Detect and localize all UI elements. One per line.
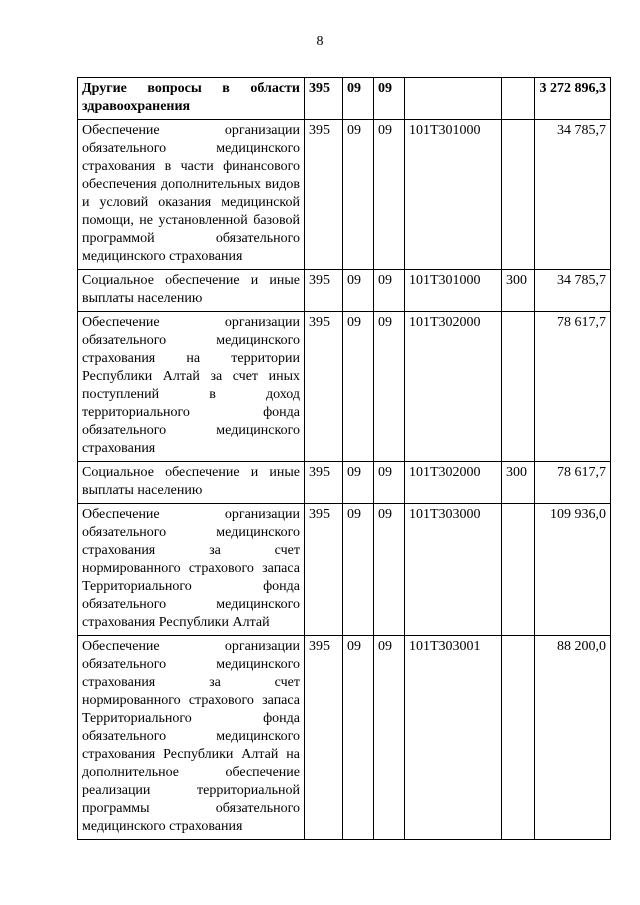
amount-cell: 109 936,0 bbox=[535, 504, 611, 636]
expense-type-cell bbox=[502, 78, 535, 120]
table-row bbox=[78, 270, 611, 312]
amount-cell: 78 617,7 bbox=[535, 462, 611, 504]
ministry-code-cell: 395 bbox=[305, 504, 343, 636]
row-name-cell: Социальное обеспечение и иные выплаты населению bbox=[78, 270, 305, 312]
expense-type-cell bbox=[502, 504, 535, 636]
amount-cell: 3 272 896,3 bbox=[535, 78, 611, 120]
section-code-cell: 09 bbox=[343, 462, 374, 504]
section-code-cell: 09 bbox=[343, 120, 374, 270]
section-code-cell: 09 bbox=[343, 78, 374, 120]
expense-type-cell bbox=[502, 120, 535, 270]
subsection-code-cell: 09 bbox=[374, 270, 405, 312]
section-code-cell: 09 bbox=[343, 636, 374, 840]
target-article-cell: 101Т303000 bbox=[405, 504, 502, 636]
amount-cell: 34 785,7 bbox=[535, 270, 611, 312]
table-row bbox=[78, 636, 611, 840]
row-name-cell: Другие вопросы в области здравоохранения bbox=[78, 78, 305, 120]
ministry-code-cell: 395 bbox=[305, 312, 343, 462]
target-article-cell: 101Т301000 bbox=[405, 120, 502, 270]
table-row bbox=[78, 78, 611, 120]
ministry-code-cell: 395 bbox=[305, 78, 343, 120]
subsection-code-cell: 09 bbox=[374, 462, 405, 504]
expense-type-cell bbox=[502, 312, 535, 462]
ministry-code-cell: 395 bbox=[305, 636, 343, 840]
row-name-cell: Социальное обеспечение и иные выплаты населению bbox=[78, 462, 305, 504]
table-row bbox=[78, 462, 611, 504]
section-code-cell: 09 bbox=[343, 504, 374, 636]
budget-table bbox=[77, 77, 611, 840]
amount-cell: 34 785,7 bbox=[535, 120, 611, 270]
ministry-code-cell: 395 bbox=[305, 270, 343, 312]
target-article-cell: 101Т303001 bbox=[405, 636, 502, 840]
ministry-code-cell: 395 bbox=[305, 120, 343, 270]
expense-type-cell: 300 bbox=[502, 270, 535, 312]
target-article-cell: 101Т302000 bbox=[405, 312, 502, 462]
subsection-code-cell: 09 bbox=[374, 312, 405, 462]
amount-cell: 78 617,7 bbox=[535, 312, 611, 462]
section-code-cell: 09 bbox=[343, 270, 374, 312]
target-article-cell: 101Т301000 bbox=[405, 270, 502, 312]
subsection-code-cell: 09 bbox=[374, 636, 405, 840]
row-name-cell: Обеспечение организации обязательного медицинского страхования за счет нормированного страхового запаса Территориального фонда обязательного медицинского страхования Республики Алтай на дополнительное обеспечение реализации территориальной программы обязательного медицинского страхования bbox=[78, 636, 305, 840]
row-name-cell: Обеспечение организации обязательного медицинского страхования на территории Республики Алтай за счет иных поступлений в доход территориального фонда обязательного медицинского страхования bbox=[78, 312, 305, 462]
table-row bbox=[78, 312, 611, 462]
expense-type-cell bbox=[502, 636, 535, 840]
table-row bbox=[78, 504, 611, 636]
expense-type-cell: 300 bbox=[502, 462, 535, 504]
row-name-cell: Обеспечение организации обязательного медицинского страхования за счет нормированного страхового запаса Территориального фонда обязательного медицинского страхования Республики Алтай bbox=[78, 504, 305, 636]
subsection-code-cell: 09 bbox=[374, 504, 405, 636]
ministry-code-cell: 395 bbox=[305, 462, 343, 504]
table-row bbox=[78, 120, 611, 270]
row-name-cell: Обеспечение организации обязательного медицинского страхования в части финансового обеспечения дополнительных видов и условий оказания медицинской помощи, не установленной базовой программой обязательного медицинского страхования bbox=[78, 120, 305, 270]
page-number: 8 bbox=[316, 34, 324, 49]
amount-cell: 88 200,0 bbox=[535, 636, 611, 840]
target-article-cell: 101Т302000 bbox=[405, 462, 502, 504]
subsection-code-cell: 09 bbox=[374, 120, 405, 270]
section-code-cell: 09 bbox=[343, 312, 374, 462]
subsection-code-cell: 09 bbox=[374, 78, 405, 120]
target-article-cell bbox=[405, 78, 502, 120]
